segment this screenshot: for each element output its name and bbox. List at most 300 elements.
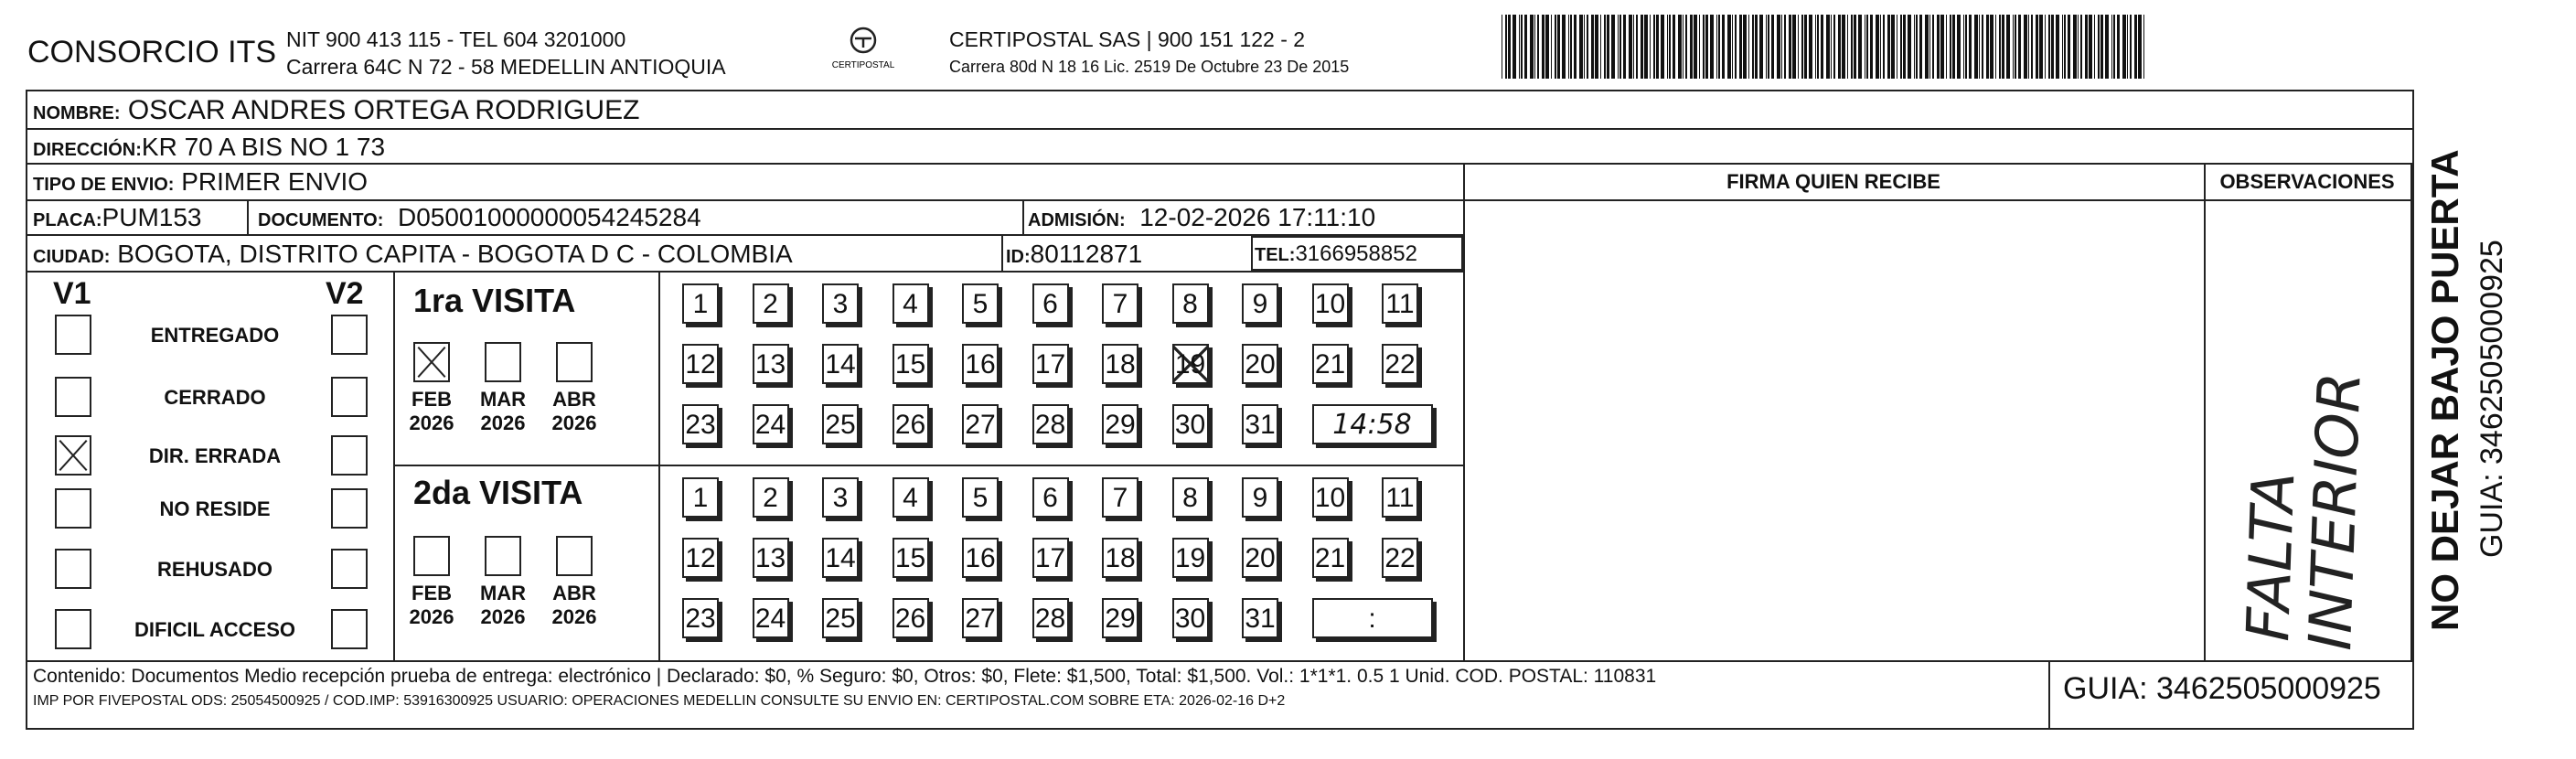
- barcode-bar: [1908, 15, 1911, 79]
- visit1-day-box[interactable]: 7: [1102, 283, 1138, 324]
- visit1-day-box[interactable]: 18: [1102, 344, 1138, 384]
- barcode-bar: [1838, 15, 1841, 79]
- barcode-bar: [1821, 15, 1823, 79]
- barcode-bar: [1619, 15, 1621, 79]
- barcode-bar: [1883, 15, 1885, 79]
- visit2-day-box[interactable]: 8: [1172, 477, 1209, 518]
- visit1-time-box[interactable]: 14:58: [1312, 404, 1433, 444]
- side-guide: GUIA: 3462505000925: [2474, 240, 2509, 558]
- visit2-month-label: FEB: [412, 582, 452, 604]
- visit1-day-box[interactable]: 13: [753, 344, 789, 384]
- visit2-month-label: MAR: [479, 582, 527, 604]
- name-row: NOMBRE: OSCAR ANDRES ORTEGA RODRIGUEZ: [33, 95, 640, 125]
- visit1-day-box[interactable]: 12: [682, 344, 719, 384]
- barcode-bar: [1699, 15, 1700, 79]
- barcode-bar: [2028, 15, 2029, 79]
- barcode-bar: [2015, 15, 2016, 79]
- status-label: DIR. ERRADA: [148, 444, 282, 467]
- v2-checkbox[interactable]: [331, 315, 368, 355]
- barcode-bar: [2105, 15, 2109, 79]
- barcode-bar: [2024, 15, 2027, 79]
- recipient-name: OSCAR ANDRES ORTEGA RODRIGUEZ: [127, 95, 640, 125]
- visit2-month-checkbox[interactable]: [485, 536, 521, 576]
- barcode-bar: [2051, 15, 2054, 79]
- v1-label: V1: [53, 276, 91, 311]
- id-value: 80112871: [1030, 240, 1143, 268]
- barcode-bar: [1629, 15, 1632, 79]
- visit2-day-box[interactable]: 10: [1312, 477, 1349, 518]
- tel-row: TEL:3166958852: [1255, 241, 1417, 266]
- recipient-address: KR 70 A BIS NO 1 73: [141, 133, 386, 161]
- barcode-bar: [1568, 15, 1569, 79]
- barcode-bar: [1792, 15, 1796, 79]
- barcode-bar: [1982, 15, 1983, 79]
- visit1-year-label: 2026: [480, 412, 526, 434]
- status-label: ENTREGADO: [150, 324, 280, 347]
- v2-checkbox[interactable]: [331, 435, 368, 476]
- barcode-bar: [1963, 15, 1964, 79]
- visit1-month-checkbox[interactable]: [413, 342, 450, 382]
- barcode-bar: [1555, 15, 1556, 79]
- barcode-bar: [1743, 15, 1747, 79]
- barcode-bar: [2036, 15, 2038, 79]
- barcode-bar: [1916, 15, 1918, 79]
- barcode-bar: [1508, 15, 1511, 79]
- barcode-bar: [1887, 15, 1890, 79]
- visit1-year-label: 2026: [409, 412, 454, 434]
- v1-checkbox[interactable]: [55, 315, 91, 355]
- visit1-day-box[interactable]: 2: [753, 283, 789, 324]
- visit2-month: [476, 582, 530, 629]
- barcode-bar: [1611, 15, 1615, 79]
- visit2-day-box[interactable]: 31: [1242, 598, 1278, 638]
- barcode-bar: [1969, 15, 1972, 79]
- signature-label: FIRMA QUIEN RECIBE: [1726, 170, 1940, 193]
- barcode-bar: [1990, 15, 1993, 79]
- barcode-bar: [1858, 15, 1862, 79]
- visit2-day-box[interactable]: 12: [682, 538, 719, 578]
- barcode-bar: [1669, 15, 1671, 79]
- barcode-bar: [1900, 15, 1902, 79]
- barcode-bar: [1851, 15, 1853, 79]
- barcode-bar: [1768, 15, 1769, 79]
- visit1-day-box[interactable]: 8: [1172, 283, 1209, 324]
- admission-row: ADMISIÓN: 12-02-2026 17:11:10: [1028, 203, 1376, 231]
- visit1-day-box[interactable]: 20: [1242, 344, 1278, 384]
- v2-checkbox[interactable]: [331, 488, 368, 529]
- barcode-bar: [2031, 15, 2033, 79]
- barcode-bar: [1876, 15, 1879, 79]
- barcode-bar: [1623, 15, 1626, 79]
- visit1-day-box[interactable]: 3: [822, 283, 859, 324]
- barcode-bar: [2138, 15, 2142, 79]
- admission-value: 12-02-2026 17:11:10: [1139, 203, 1376, 231]
- visit2-day-box[interactable]: 28: [1032, 598, 1069, 638]
- visit1-day-box[interactable]: 27: [962, 404, 999, 444]
- barcode-bar: [1748, 15, 1749, 79]
- barcode-bar: [1600, 15, 1601, 79]
- visit2-month-checkbox[interactable]: [413, 536, 450, 576]
- barcode-bar: [1705, 15, 1708, 79]
- carrier-address: Carrera 80d N 18 16 Lic. 2519 De Octubre 23 De 2015: [949, 58, 1350, 76]
- barcode-bar: [2056, 15, 2059, 79]
- handwritten-word-2: INTERIOR: [2297, 370, 2375, 652]
- barcode-bar: [1847, 15, 1848, 79]
- barcode-bar: [1591, 15, 1594, 79]
- barcode-bar: [1781, 15, 1782, 79]
- visit2-month: [547, 582, 602, 629]
- barcode-bar: [1974, 15, 1978, 79]
- visit1-day-box[interactable]: 31: [1242, 404, 1278, 444]
- barcode-bar: [1727, 15, 1731, 79]
- barcode-bar: [2111, 15, 2112, 79]
- barcode-bar: [2089, 15, 2092, 79]
- svg-text:CERTIPOSTAL: CERTIPOSTAL: [831, 60, 895, 70]
- footer-content: Contenido: Documentos Medio recepción prueba de entrega: electrónico | Declarado: $0, % Seguro: $0, Otros: $0, Flete: $1,500, Total: $1,500. Vol.: 1*1*1. 0.5 1 Unid. COD. POSTAL: 110831: [33, 666, 1657, 687]
- barcode-bar: [1650, 15, 1651, 79]
- barcode-bar: [2127, 15, 2128, 79]
- visit1-day-box[interactable]: 16: [962, 344, 999, 384]
- visit1-day-box[interactable]: 17: [1032, 344, 1069, 384]
- barcode-bar: [1604, 15, 1606, 79]
- barcode-bar: [1937, 15, 1940, 79]
- visit1-day-box[interactable]: 25: [822, 404, 859, 444]
- visit1-day-box[interactable]: 5: [962, 283, 999, 324]
- ship-type: PRIMER ENVIO: [181, 167, 369, 196]
- barcode-bar: [1551, 15, 1552, 79]
- barcode-bar: [1735, 15, 1737, 79]
- barcode-bar: [2064, 15, 2066, 79]
- barcode-bar: [1534, 15, 1535, 79]
- visit2-day-box[interactable]: 6: [1032, 477, 1069, 518]
- observations-label: OBSERVACIONES: [2219, 170, 2395, 193]
- no-dejar-warning: NO DEJAR BAJO PUERTA: [2423, 149, 2466, 631]
- barcode-bar: [1789, 15, 1791, 79]
- barcode-bar: [1903, 15, 1906, 79]
- status-label: DIFICIL ACCESO: [134, 618, 295, 641]
- handwritten-word-1: FALTA: [2235, 470, 2309, 643]
- address-row: DIRECCIÓN:KR 70 A BIS NO 1 73: [33, 133, 386, 161]
- barcode-bar: [2068, 15, 2070, 79]
- barcode-bar: [2006, 15, 2010, 79]
- visit1-day-box[interactable]: 28: [1032, 404, 1069, 444]
- barcode-bar: [1999, 15, 2001, 79]
- barcode-bar: [1880, 15, 1881, 79]
- barcode-bar: [1866, 15, 1868, 79]
- barcode-bar: [1710, 15, 1714, 79]
- barcode-bar: [2018, 15, 2021, 79]
- visit1-day-box[interactable]: 10: [1312, 283, 1349, 324]
- visit2-day-box[interactable]: 15: [893, 538, 929, 578]
- visit2-day-box[interactable]: 17: [1032, 538, 1069, 578]
- barcode-bar: [2117, 15, 2120, 79]
- visit1-day-box[interactable]: 9: [1242, 283, 1278, 324]
- barcode-bar: [1784, 15, 1786, 79]
- visit1-month-label: FEB: [412, 388, 452, 411]
- barcode-bar: [1755, 15, 1758, 79]
- barcode-bar: [1932, 15, 1934, 79]
- visit2-day-box[interactable]: 27: [962, 598, 999, 638]
- barcode-bar: [1914, 15, 1915, 79]
- certipostal-logo: [823, 24, 903, 79]
- barcode-bar: [1854, 15, 1856, 79]
- barcode-bar: [1739, 15, 1742, 79]
- barcode-bar: [1587, 15, 1588, 79]
- barcode-bar: [1801, 15, 1803, 79]
- visit2-time-box[interactable]: :: [1312, 598, 1433, 638]
- ship-type-row: TIPO DE ENVIO: PRIMER ENVIO: [33, 167, 369, 196]
- v1-checkbox[interactable]: [55, 549, 91, 589]
- barcode-bar: [1925, 15, 1929, 79]
- v1-checkbox[interactable]: [55, 488, 91, 529]
- visit2-day-box[interactable]: 11: [1382, 477, 1418, 518]
- barcode-bar: [1919, 15, 1922, 79]
- visit2-day-box[interactable]: 5: [962, 477, 999, 518]
- barcode-bar: [1537, 15, 1539, 79]
- company-nit: NIT 900 413 115 - TEL 604 3201000: [286, 27, 626, 51]
- barcode-bar: [1722, 15, 1725, 79]
- barcode-bar: [1521, 15, 1523, 79]
- visit2-day-box[interactable]: 21: [1312, 538, 1349, 578]
- plate-value: PUM153: [102, 203, 202, 231]
- visit1-month: [547, 388, 602, 435]
- visit2-day-box[interactable]: 9: [1242, 477, 1278, 518]
- document-row: DOCUMENTO: D05001000000054245284: [258, 203, 701, 231]
- observations-handwriting: [2206, 203, 2409, 658]
- barcode-bar: [1766, 15, 1767, 79]
- visit1-month-label: ABR: [552, 388, 596, 411]
- visit2-day-box[interactable]: 7: [1102, 477, 1138, 518]
- barcode-bar: [1694, 15, 1697, 79]
- barcode-bar: [1512, 15, 1516, 79]
- visit2-day-box[interactable]: 25: [822, 598, 859, 638]
- visit1-day-box[interactable]: 22: [1382, 344, 1418, 384]
- barcode-bar: [2085, 15, 2088, 79]
- barcode: [1500, 13, 2151, 80]
- barcode-bar: [1952, 15, 1955, 79]
- barcode-bar: [1979, 15, 1980, 79]
- barcode-bar: [1732, 15, 1733, 79]
- barcode-bar: [1618, 15, 1619, 79]
- visit2-day-box[interactable]: 1: [682, 477, 719, 518]
- visit1-month: [476, 388, 530, 435]
- barcode-bar: [1798, 15, 1799, 79]
- visit1-day-box[interactable]: 1: [682, 283, 719, 324]
- visit2-day-box[interactable]: 4: [893, 477, 929, 518]
- city-value: BOGOTA, DISTRITO CAPITA - BOGOTA D C - COLOMBIA: [117, 240, 793, 268]
- barcode-bar: [2094, 15, 2095, 79]
- visit1-day-box[interactable]: 6: [1032, 283, 1069, 324]
- barcode-bar: [1673, 15, 1675, 79]
- signature-area: [1467, 203, 2200, 658]
- v2-label: V2: [326, 276, 364, 311]
- footer-imp: IMP POR FIVEPOSTAL ODS: 25054500925 / COD.IMP: 53916300925 USUARIO: OPERACIONES MEDELLIN CONSULTE SU ENVIO EN: CERTIPOSTAL.COM SOBRE ETA: 2026-02-16 D+2: [33, 693, 1286, 709]
- visit2-month-label: ABR: [552, 582, 596, 604]
- barcode-bar: [1759, 15, 1763, 79]
- footer-guide: GUIA: 3462505000925: [2063, 671, 2381, 706]
- barcode-bar: [1562, 15, 1566, 79]
- visit1-month-label: MAR: [479, 388, 527, 411]
- barcode-bar: [2143, 15, 2144, 79]
- barcode-bar: [1777, 15, 1780, 79]
- barcode-bar: [2100, 15, 2103, 79]
- visit1-month-checkbox[interactable]: [485, 342, 521, 382]
- barcode-bar: [1804, 15, 1807, 79]
- visit2-day-box[interactable]: 16: [962, 538, 999, 578]
- visit2-year-label: 2026: [551, 605, 597, 628]
- visit2-title: 2da VISITA: [413, 474, 583, 511]
- barcode-bar: [2039, 15, 2043, 79]
- barcode-bar: [1986, 15, 1989, 79]
- barcode-bar: [1891, 15, 1895, 79]
- v1-checkbox[interactable]: [55, 435, 91, 476]
- barcode-bar: [1595, 15, 1598, 79]
- barcode-bar: [2062, 15, 2063, 79]
- visit1-month-checkbox[interactable]: [556, 342, 593, 382]
- visit2-day-box[interactable]: 23: [682, 598, 719, 638]
- barcode-bar: [2122, 15, 2126, 79]
- barcode-bar: [1661, 15, 1664, 79]
- barcode-bar: [1656, 15, 1659, 79]
- visit1-month: [404, 388, 459, 435]
- visit2-day-box[interactable]: 13: [753, 538, 789, 578]
- barcode-bar: [2013, 15, 2014, 79]
- barcode-bar: [1685, 15, 1687, 79]
- barcode-bar: [2113, 15, 2115, 79]
- barcode-bar: [1752, 15, 1754, 79]
- barcode-bar: [2002, 15, 2004, 79]
- company-name: CONSORCIO ITS: [27, 35, 277, 69]
- barcode-bar: [1579, 15, 1583, 79]
- barcode-bar: [1815, 15, 1816, 79]
- visit2-day-box[interactable]: 20: [1242, 538, 1278, 578]
- visit1-day-box[interactable]: 30: [1172, 404, 1209, 444]
- plate-row: PLACA:PUM153: [33, 203, 202, 231]
- barcode-bar: [1965, 15, 1967, 79]
- barcode-bar: [1641, 15, 1643, 79]
- visit1-day-box[interactable]: 24: [753, 404, 789, 444]
- visit2-day-box[interactable]: 29: [1102, 598, 1138, 638]
- visit2-day-box[interactable]: 30: [1172, 598, 1209, 638]
- status-label: REHUSADO: [157, 558, 273, 581]
- barcode-bar: [2045, 15, 2046, 79]
- barcode-bar: [1870, 15, 1873, 79]
- barcode-bar: [1826, 15, 1830, 79]
- visit1-day-box[interactable]: 29: [1102, 404, 1138, 444]
- carrier-name: CERTIPOSTAL SAS | 900 151 122 - 2: [949, 27, 1306, 51]
- carrier-info: [949, 26, 1349, 80]
- barcode-bar: [1653, 15, 1655, 79]
- visit1-day-box[interactable]: 11: [1382, 283, 1418, 324]
- barcode-bar: [2080, 15, 2082, 79]
- barcode-bar: [1809, 15, 1812, 79]
- visit1-day-box[interactable]: 15: [893, 344, 929, 384]
- visit2-day-box[interactable]: 3: [822, 477, 859, 518]
- visit1-day-box[interactable]: 23: [682, 404, 719, 444]
- barcode-bar: [2130, 15, 2132, 79]
- barcode-bar: [1703, 15, 1705, 79]
- barcode-bar: [2073, 15, 2077, 79]
- visit1-title: 1ra VISITA: [413, 282, 576, 319]
- barcode-bar: [2048, 15, 2050, 79]
- barcode-bar: [1716, 15, 1717, 79]
- barcode-bar: [1542, 15, 1545, 79]
- barcode-bar: [2078, 15, 2079, 79]
- barcode-bar: [1957, 15, 1961, 79]
- visit2-day-box[interactable]: 2: [753, 477, 789, 518]
- barcode-bar: [1817, 15, 1819, 79]
- barcode-bar: [2098, 15, 2100, 79]
- document-value: D05001000000054245284: [397, 203, 701, 231]
- barcode-bar: [1557, 15, 1560, 79]
- id-row: ID:80112871: [1006, 240, 1143, 268]
- barcode-bar: [1644, 15, 1648, 79]
- barcode-bar: [1833, 15, 1835, 79]
- company-address: Carrera 64C N 72 - 58 MEDELLIN ANTIOQUIA: [286, 55, 726, 79]
- tel-value: 3166958852: [1295, 241, 1417, 266]
- v1-checkbox[interactable]: [55, 377, 91, 417]
- v2-checkbox[interactable]: [331, 377, 368, 417]
- barcode-bar: [1636, 15, 1638, 79]
- visit2-month-checkbox[interactable]: [556, 536, 593, 576]
- barcode-bar: [1940, 15, 1944, 79]
- barcode-bar: [1524, 15, 1527, 79]
- visit2-day-box[interactable]: 14: [822, 538, 859, 578]
- barcode-bar: [1519, 15, 1520, 79]
- barcode-bar: [1771, 15, 1774, 79]
- visit1-day-box[interactable]: 19: [1172, 344, 1209, 384]
- barcode-bar: [1633, 15, 1634, 79]
- visit2-month: [404, 582, 459, 629]
- status-label: CERRADO: [164, 386, 266, 409]
- visit2-year-label: 2026: [480, 605, 526, 628]
- v1-checkbox[interactable]: [55, 609, 91, 649]
- status-label: NO RESIDE: [159, 497, 271, 520]
- barcode-bar: [1831, 15, 1832, 79]
- visit2-day-box[interactable]: 18: [1102, 538, 1138, 578]
- barcode-bar: [1929, 15, 1930, 79]
- barcode-bar: [1946, 15, 1947, 79]
- barcode-bar: [1718, 15, 1720, 79]
- barcode-bar: [1607, 15, 1609, 79]
- barcode-bar: [1584, 15, 1585, 79]
- visit1-year-label: 2026: [551, 412, 597, 434]
- visit2-day-box[interactable]: 24: [753, 598, 789, 638]
- barcode-bar: [1690, 15, 1693, 79]
- visit1-day-box[interactable]: 21: [1312, 344, 1349, 384]
- v2-checkbox[interactable]: [331, 609, 368, 649]
- visit1-day-box[interactable]: 4: [893, 283, 929, 324]
- barcode-bar: [1678, 15, 1682, 79]
- barcode-bar: [2134, 15, 2137, 79]
- barcode-bar: [1950, 15, 1951, 79]
- visit1-day-box[interactable]: 14: [822, 344, 859, 384]
- company-info: [286, 26, 726, 80]
- visit2-day-box[interactable]: 19: [1172, 538, 1209, 578]
- visit2-day-box[interactable]: 22: [1382, 538, 1418, 578]
- barcode-bar: [1545, 15, 1549, 79]
- barcode-bar: [1570, 15, 1572, 79]
- barcode-bar: [1505, 15, 1507, 79]
- barcode-bar: [1530, 15, 1534, 79]
- visit2-year-label: 2026: [409, 605, 454, 628]
- visit1-day-box[interactable]: 26: [893, 404, 929, 444]
- visit2-day-box[interactable]: 26: [893, 598, 929, 638]
- city-row: CIUDAD: BOGOTA, DISTRITO CAPITA - BOGOTA D C - COLOMBIA: [33, 240, 793, 268]
- v2-checkbox[interactable]: [331, 549, 368, 589]
- barcode-bar: [1667, 15, 1668, 79]
- barcode-bar: [1842, 15, 1845, 79]
